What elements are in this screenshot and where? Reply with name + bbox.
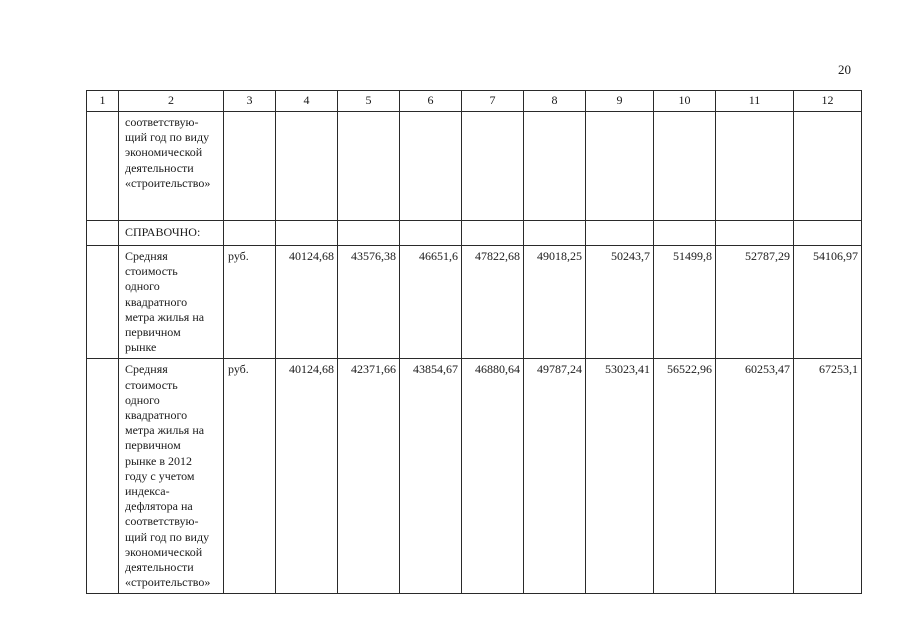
empty-cell bbox=[716, 221, 794, 246]
table-row bbox=[87, 246, 862, 359]
value-cell: 49018,25 bbox=[524, 246, 586, 359]
empty-cell bbox=[224, 112, 276, 221]
empty-cell bbox=[87, 359, 119, 594]
value-cell: 56522,96 bbox=[654, 359, 716, 594]
empty-cell bbox=[524, 221, 586, 246]
value-cell: 42371,66 bbox=[338, 359, 400, 594]
empty-cell bbox=[338, 112, 400, 221]
header-cell: 9 bbox=[586, 91, 654, 112]
value-cell: 49787,24 bbox=[524, 359, 586, 594]
value-cell: 40124,68 bbox=[276, 359, 338, 594]
header-cell: 6 bbox=[400, 91, 462, 112]
row-description: Средняя стоимость одного квадратного метра жилья на первичном рынке в 2012 году с учетом индекса- дефлятора на соответствую- щий год по виду экономической деятельности «строительство» bbox=[119, 359, 224, 594]
data-table bbox=[86, 90, 862, 594]
header-row bbox=[87, 91, 862, 112]
header-cell: 7 bbox=[462, 91, 524, 112]
page-number: 20 bbox=[838, 62, 851, 77]
header-cell: 10 bbox=[654, 91, 716, 112]
value-cell: 46651,6 bbox=[400, 246, 462, 359]
header-cell: 4 bbox=[276, 91, 338, 112]
header-cell: 8 bbox=[524, 91, 586, 112]
empty-cell bbox=[87, 221, 119, 246]
value-cell: 67253,1 bbox=[794, 359, 862, 594]
value-cell: 47822,68 bbox=[462, 246, 524, 359]
unit-cell: руб. bbox=[224, 246, 276, 359]
header-cell: 3 bbox=[224, 91, 276, 112]
empty-cell bbox=[400, 112, 462, 221]
empty-cell bbox=[654, 221, 716, 246]
value-cell: 60253,47 bbox=[716, 359, 794, 594]
empty-cell bbox=[224, 221, 276, 246]
empty-cell bbox=[462, 221, 524, 246]
unit-cell: руб. bbox=[224, 359, 276, 594]
value-cell: 43854,67 bbox=[400, 359, 462, 594]
empty-cell bbox=[338, 221, 400, 246]
header-cell: 5 bbox=[338, 91, 400, 112]
header-cell: 1 bbox=[87, 91, 119, 112]
empty-cell bbox=[462, 112, 524, 221]
empty-cell bbox=[276, 221, 338, 246]
value-cell: 52787,29 bbox=[716, 246, 794, 359]
header-cell: 2 bbox=[119, 91, 224, 112]
header-cell: 12 bbox=[794, 91, 862, 112]
continuation-text: соответствую- щий год по виду экономической деятельности «строительство» bbox=[119, 112, 224, 221]
empty-cell bbox=[586, 221, 654, 246]
empty-cell bbox=[794, 112, 862, 221]
empty-cell bbox=[524, 112, 586, 221]
value-cell: 46880,64 bbox=[462, 359, 524, 594]
empty-cell bbox=[716, 112, 794, 221]
row-description: Средняя стоимость одного квадратного метра жилья на первичном рынке bbox=[119, 246, 224, 359]
empty-cell bbox=[276, 112, 338, 221]
empty-cell bbox=[654, 112, 716, 221]
table-row bbox=[87, 359, 862, 594]
empty-cell bbox=[400, 221, 462, 246]
value-cell: 51499,8 bbox=[654, 246, 716, 359]
empty-cell bbox=[87, 112, 119, 221]
value-cell: 40124,68 bbox=[276, 246, 338, 359]
reference-label: СПРАВОЧНО: bbox=[119, 221, 224, 246]
value-cell: 50243,7 bbox=[586, 246, 654, 359]
continuation-row bbox=[87, 112, 862, 221]
header-cell: 11 bbox=[716, 91, 794, 112]
reference-row bbox=[87, 221, 862, 246]
value-cell: 43576,38 bbox=[338, 246, 400, 359]
empty-cell bbox=[586, 112, 654, 221]
value-cell: 54106,97 bbox=[794, 246, 862, 359]
empty-cell bbox=[87, 246, 119, 359]
value-cell: 53023,41 bbox=[586, 359, 654, 594]
empty-cell bbox=[794, 221, 862, 246]
